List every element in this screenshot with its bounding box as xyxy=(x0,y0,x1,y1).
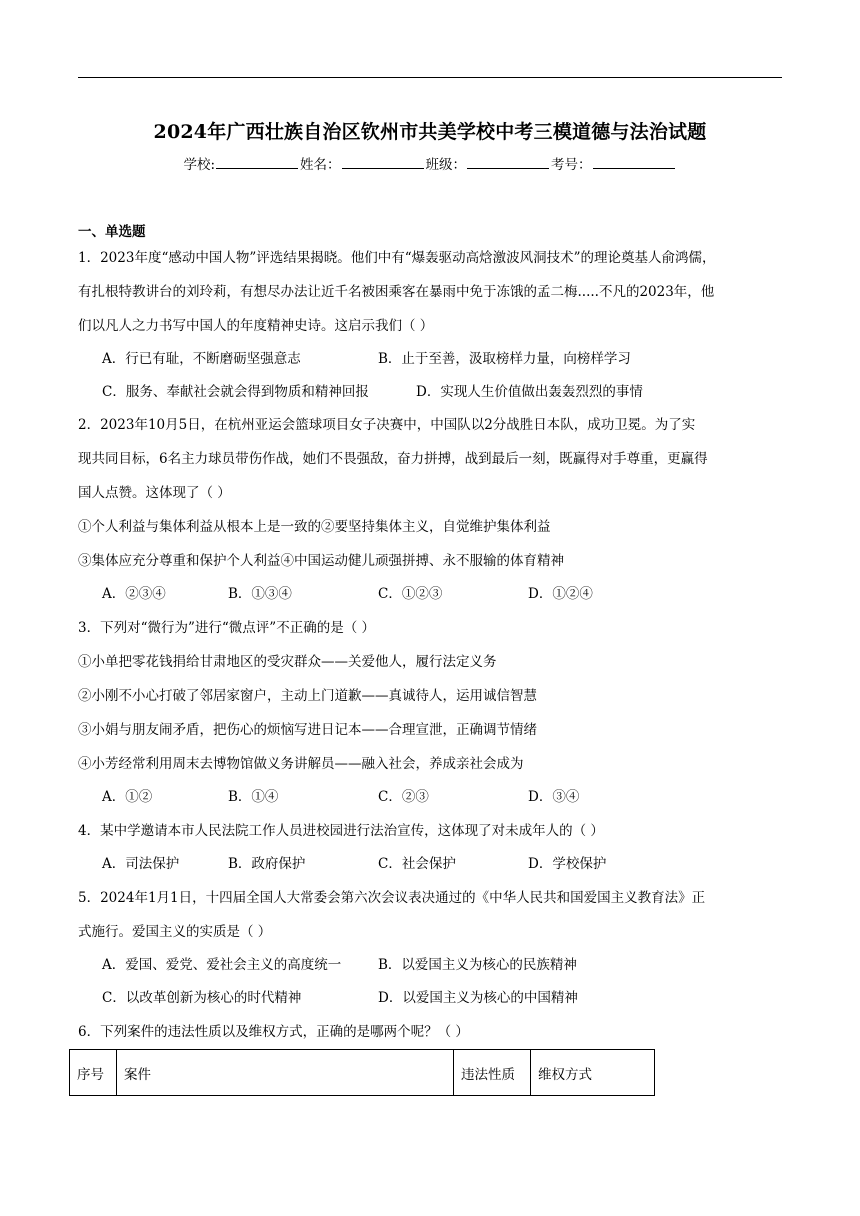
q3-option-d[interactable]: D．③④ xyxy=(528,789,580,805)
q3-option-a[interactable]: A．①② xyxy=(102,789,153,805)
exam-number-field[interactable] xyxy=(593,155,675,169)
q2-option-c[interactable]: C．①②③ xyxy=(378,586,443,602)
name-field[interactable] xyxy=(342,155,424,169)
q1-line-3: 们以凡人之力书写中国人的年度精神史诗。这启示我们（ ） xyxy=(78,318,434,334)
case-table xyxy=(69,1049,655,1096)
q2-option-d[interactable]: D．①②④ xyxy=(528,586,593,602)
q3-option-c[interactable]: C．②③ xyxy=(378,789,429,805)
q3-line-1: 3．下列对“微行为”进行“微点评”不正确的是（ ） xyxy=(78,620,375,636)
table-header-row xyxy=(70,1050,655,1096)
q3-statement-2: ②小刚不小心打破了邻居家窗户，主动上门道歉——真诚待人，运用诚信智慧 xyxy=(78,688,537,704)
q2-statement-1: ①个人利益与集体利益从根本上是一致的②要坚持集体主义，自觉维护集体利益 xyxy=(78,519,551,535)
q4-line-1: 4．某中学邀请本市人民法院工作人员进校园进行法治宣传，这体现了对未成年人的（ ） xyxy=(78,823,604,839)
q1-option-a[interactable]: A．行已有耻，不断磨砺坚强意志 xyxy=(102,351,301,367)
q4-option-d[interactable]: D．学校保护 xyxy=(528,856,607,872)
q5-line-2: 式施行。爱国主义的实质是（ ） xyxy=(78,924,272,940)
q2-statement-2: ③集体应充分尊重和保护个人利益④中国运动健儿顽强拼搏、永不服输的体育精神 xyxy=(78,553,564,569)
q2-line-1: 2．2023年10月5日，在杭州亚运会篮球项目女子决赛中，中国队以2分战胜日本队，成功卫冕。为了实 xyxy=(78,417,696,433)
q1-option-c[interactable]: C．服务、奉献社会就会得到物质和精神回报 xyxy=(102,384,369,400)
q3-statement-3: ③小娟与朋友闹矛盾，把伤心的烦恼写进日记本——合理宣泄，正确调节情绪 xyxy=(78,722,537,738)
q2-line-2: 现共同目标，6名主力球员带伤作战，她们不畏强敌，奋力拼搏，战到最后一刻，既赢得对手尊重，更赢得 xyxy=(78,451,708,467)
exam-number-label: 考号： xyxy=(551,157,592,173)
q1-line-1: 1．2023年度“感动中国人物”评选结果揭晓。他们中有“爆轰驱动高焓激波风洞技术”的理论奠基人俞鸿儒， xyxy=(78,250,716,266)
header-cell-remedy: 维权方式 xyxy=(531,1050,655,1096)
q4-option-a[interactable]: A．司法保护 xyxy=(102,856,180,872)
header-cell-number: 序号 xyxy=(70,1050,117,1096)
q5-option-a[interactable]: A．爱国、爱党、爱社会主义的高度统一 xyxy=(102,957,342,973)
q4-option-b[interactable]: B．政府保护 xyxy=(228,856,306,872)
header-cell-nature: 违法性质 xyxy=(454,1050,531,1096)
q5-option-b[interactable]: B．以爱国主义为核心的民族精神 xyxy=(378,957,577,973)
school-field[interactable] xyxy=(216,155,298,169)
section-heading: 一、单选题 xyxy=(78,224,146,240)
q1-line-2: 有扎根特教讲台的刘玲莉，有想尽办法让近千名被困乘客在暴雨中免于冻饿的孟二梅.....不凡的2023年，他 xyxy=(78,284,715,300)
header-rule xyxy=(78,77,782,78)
class-label: 班级： xyxy=(425,157,467,173)
q2-option-a[interactable]: A．②③④ xyxy=(102,586,166,602)
q4-option-c[interactable]: C．社会保护 xyxy=(378,856,456,872)
q5-option-d[interactable]: D．以爱国主义为核心的中国精神 xyxy=(378,990,578,1006)
student-info-row xyxy=(0,153,860,173)
q3-option-b[interactable]: B．①④ xyxy=(228,789,279,805)
page-title: 2024年广西壮族自治区钦州市共美学校中考三模道德与法治试题 xyxy=(153,121,707,143)
header-cell-case: 案件 xyxy=(117,1050,454,1096)
q3-statement-4: ④小芳经常利用周末去博物馆做义务讲解员——融入社会，养成亲社会成为 xyxy=(78,756,524,772)
q3-statement-1: ①小单把零花钱捐给甘肃地区的受灾群众——关爱他人，履行法定义务 xyxy=(78,654,497,670)
q5-line-1: 5．2024年1月1日，十四届全国人大常委会第六次会议表决通过的《中华人民共和国爱国主义教育法》正 xyxy=(78,890,706,906)
q2-option-b[interactable]: B．①③④ xyxy=(228,586,292,602)
q5-option-c[interactable]: C．以改革创新为核心的时代精神 xyxy=(102,990,302,1006)
school-label: 学校: xyxy=(183,157,216,173)
q2-line-3: 国人点赞。这体现了（ ） xyxy=(78,485,231,501)
q1-option-d[interactable]: D．实现人生价值做出轰轰烈烈的事情 xyxy=(416,384,643,400)
q1-option-b[interactable]: B．止于至善，汲取榜样力量，向榜样学习 xyxy=(378,351,631,367)
name-label: 姓名： xyxy=(300,157,341,173)
q6-line-1: 6．下列案件的违法性质以及维权方式，正确的是哪两个呢？（ ） xyxy=(78,1024,469,1040)
class-field[interactable] xyxy=(467,155,549,169)
